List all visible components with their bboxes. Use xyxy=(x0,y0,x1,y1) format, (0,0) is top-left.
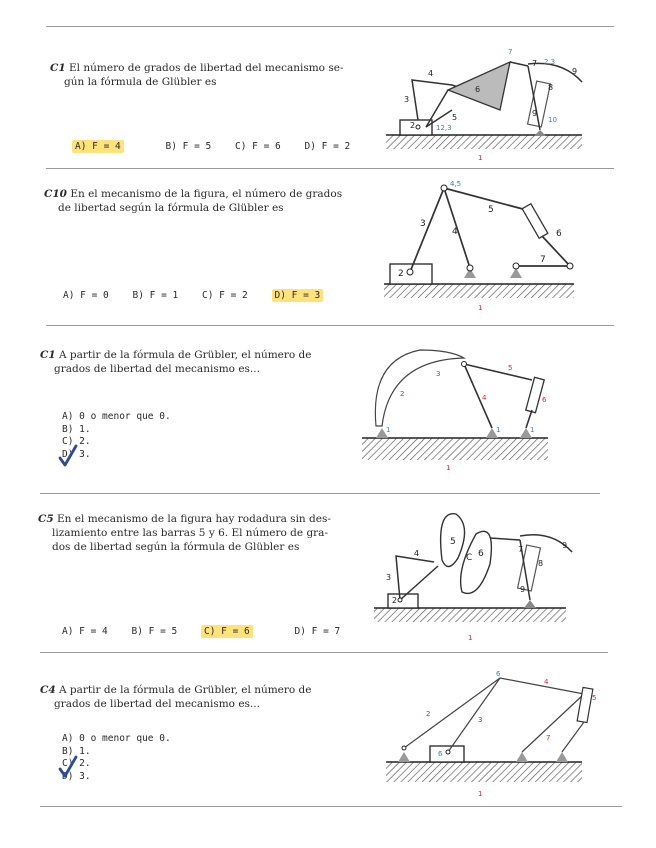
svg-text:1: 1 xyxy=(530,426,535,434)
question-code: C1 xyxy=(40,349,56,361)
svg-text:1: 1 xyxy=(478,790,483,798)
question-code: C10 xyxy=(44,188,67,200)
divider xyxy=(40,493,600,494)
mechanism-figure xyxy=(382,178,608,316)
svg-text:10: 10 xyxy=(548,116,557,124)
svg-text:3: 3 xyxy=(404,95,410,104)
svg-text:4: 4 xyxy=(452,227,458,237)
svg-text:2,3: 2,3 xyxy=(544,58,556,66)
svg-text:3: 3 xyxy=(436,370,441,378)
svg-text:2: 2 xyxy=(426,710,431,718)
question-code: C1 xyxy=(50,62,66,74)
option-c[interactable]: C) 2. xyxy=(62,436,91,447)
svg-text:9: 9 xyxy=(532,109,538,118)
question-text: C5 En el mecanismo de la figura hay rodadura sin des- lizamiento entre las barras 5 y 6. El número de gra- dos de libertad según la fórmula de Glübler es xyxy=(38,513,331,553)
option-b[interactable]: B) F = 5 xyxy=(131,626,178,637)
ground xyxy=(386,135,582,149)
checkmark-icon xyxy=(58,444,78,468)
option-a[interactable]: A) 0 o menor que 0. xyxy=(62,733,171,744)
svg-text:6: 6 xyxy=(556,229,562,239)
svg-text:1: 1 xyxy=(496,426,501,434)
svg-text:2: 2 xyxy=(400,390,405,398)
svg-text:12,3: 12,3 xyxy=(436,124,452,132)
svg-text:7: 7 xyxy=(540,255,546,265)
option-a[interactable]: A) 0 o menor que 0. xyxy=(62,411,171,422)
option-a[interactable]: A) F = 4 xyxy=(62,626,108,637)
svg-text:6: 6 xyxy=(496,670,501,678)
option-b[interactable]: B) F = 1 xyxy=(132,290,179,301)
svg-text:7: 7 xyxy=(518,545,524,554)
option-d[interactable]: D) 3. xyxy=(62,448,91,460)
question-text: C4 A partir de la fórmula de Grübler, el número de grados de libertad del mecanismo es... xyxy=(40,684,312,710)
answer-options xyxy=(63,290,359,301)
svg-text:1: 1 xyxy=(478,154,483,162)
option-d[interactable]: D) 3. xyxy=(62,770,91,782)
option-d[interactable]: D) F = 7 xyxy=(294,626,341,637)
option-b[interactable]: B) 1. xyxy=(62,745,91,757)
svg-text:7: 7 xyxy=(546,734,551,742)
svg-text:4: 4 xyxy=(414,549,420,558)
question-text: C1 A partir de la fórmula de Grübler, el número de grados de libertad del mecanismo es... xyxy=(40,349,312,375)
svg-text:6: 6 xyxy=(542,396,547,404)
option-c[interactable]: C) F = 6 xyxy=(201,626,271,637)
mechanism-figure xyxy=(360,340,560,474)
svg-text:9: 9 xyxy=(562,541,568,550)
mechanism-figure xyxy=(382,40,608,164)
svg-text:9: 9 xyxy=(520,585,526,594)
svg-text:5: 5 xyxy=(488,205,494,215)
answer-options xyxy=(62,733,171,783)
svg-text:1: 1 xyxy=(468,634,473,642)
svg-text:2: 2 xyxy=(398,269,404,279)
option-a[interactable]: A) F = 0 xyxy=(63,290,109,301)
svg-text:4: 4 xyxy=(428,69,434,78)
svg-text:3: 3 xyxy=(386,573,392,582)
answer-options xyxy=(62,411,171,461)
option-c[interactable]: C) F = 2 xyxy=(202,290,248,301)
answer-options xyxy=(62,626,358,637)
svg-text:3: 3 xyxy=(478,716,483,724)
option-a[interactable]: A) F = 4 xyxy=(72,141,142,152)
option-c[interactable]: C) F = 6 xyxy=(235,141,281,152)
svg-text:6: 6 xyxy=(475,85,481,94)
question-text: C10 En el mecanismo de la figura, el número de grados de libertad según la fórmula de Glübler es xyxy=(44,188,343,214)
checkmark-icon xyxy=(58,755,78,779)
option-b[interactable]: B) F = 5 xyxy=(165,141,212,152)
svg-text:5: 5 xyxy=(508,364,513,372)
option-d[interactable]: D) F = 2 xyxy=(304,141,351,152)
svg-text:1: 1 xyxy=(478,304,483,312)
svg-text:1: 1 xyxy=(386,426,391,434)
svg-text:2: 2 xyxy=(392,596,398,605)
divider xyxy=(46,168,614,169)
option-c[interactable]: C) 2. xyxy=(62,758,91,769)
divider xyxy=(40,806,622,807)
svg-text:8: 8 xyxy=(548,83,554,92)
svg-text:7: 7 xyxy=(508,48,513,56)
svg-text:2: 2 xyxy=(410,121,416,130)
svg-text:6: 6 xyxy=(478,549,484,559)
svg-text:C: C xyxy=(466,553,473,563)
svg-text:5: 5 xyxy=(592,694,597,702)
svg-text:1: 1 xyxy=(446,464,451,472)
mechanism-figure xyxy=(382,666,608,802)
svg-text:9: 9 xyxy=(572,67,578,76)
svg-text:4: 4 xyxy=(544,678,549,686)
svg-text:5: 5 xyxy=(452,113,458,122)
answer-options xyxy=(72,141,368,152)
divider xyxy=(46,26,614,27)
question-code: C4 xyxy=(40,684,56,696)
svg-text:8: 8 xyxy=(538,559,544,568)
svg-text:4: 4 xyxy=(482,394,487,402)
question-code: C5 xyxy=(38,513,54,525)
svg-text:3: 3 xyxy=(420,219,426,229)
svg-text:6: 6 xyxy=(438,750,443,758)
svg-text:7: 7 xyxy=(532,59,538,68)
question-text: C1 El número de grados de libertad del mecanismo se- gún la fórmula de Glübler es xyxy=(50,62,344,88)
svg-text:5: 5 xyxy=(450,537,456,547)
divider xyxy=(40,652,608,653)
option-d[interactable]: D) F = 3 xyxy=(272,290,342,301)
divider xyxy=(46,325,614,326)
mechanism-figure xyxy=(372,500,598,644)
option-b[interactable]: B) 1. xyxy=(62,423,91,435)
svg-text:4,5: 4,5 xyxy=(450,180,462,188)
